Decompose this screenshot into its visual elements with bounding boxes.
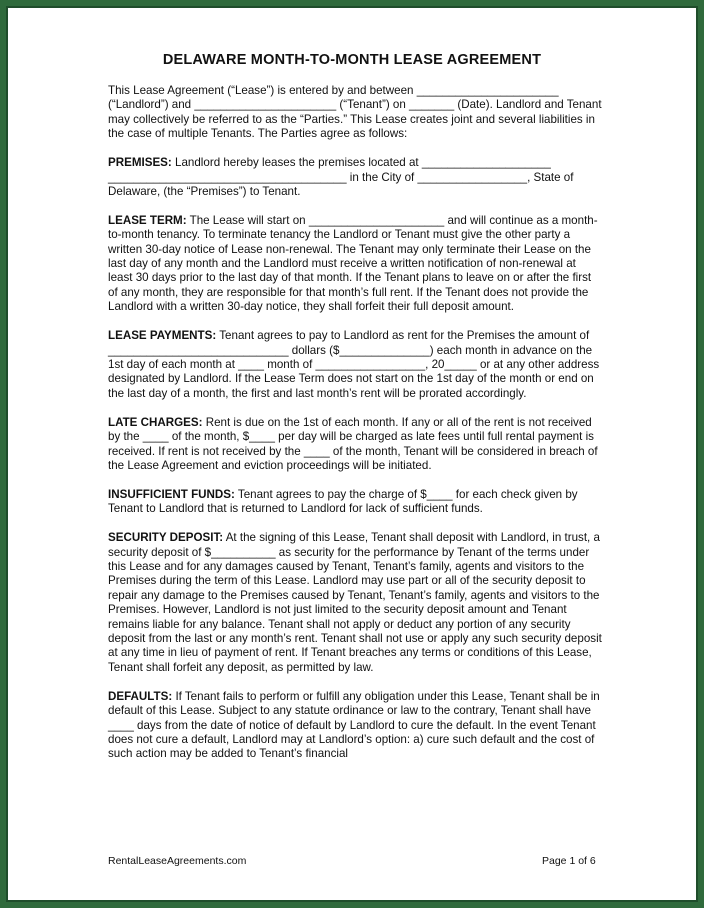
paragraph-lease-term — [108, 214, 603, 315]
paragraph-text: If Tenant fails to perform or fulfill any obligation under this Lease, Tenant shall be in default of this Lease. Subject to any statute ordinance or law to the contrary, Tenant shall have ____ days from the date of notice of default by Landlord to cure the default. In the event Tenant does not cure a default, Landlord may at Landlord’s option: a) cure such default and the cost of such action may be added to Tenant’s financial — [108, 689, 600, 761]
paragraph-text: Tenant agrees to pay to Landlord as rent for the Premises the amount of ____________________________ dollars ($______________) each month in advance on the 1st day of each month at ____ month of _________________, 20_____ or at any other address designated by Landlord. If the Lease Term does not start on the 1st day of the month or end on the last day of a month, the first and last month’s rent will be prorated accordingly. — [108, 329, 600, 400]
paragraph-text: Tenant agrees to pay the charge of $____ for each check given by Tenant to Landlord that is returned to Landlord for lack of sufficient funds. — [108, 487, 578, 516]
paragraph-heading: PREMISES: — [108, 156, 172, 170]
paragraph-heading: LEASE PAYMENTS: — [108, 329, 217, 343]
paragraph-defaults — [108, 690, 603, 762]
document-body — [108, 84, 603, 776]
footer-source: RentalLeaseAgreements.com — [108, 855, 247, 867]
paragraph-heading: INSUFFICIENT FUNDS: — [108, 487, 235, 501]
paragraph-text: Landlord hereby leases the premises located at ____________________ _____________________________________ in the City of _________________, State of Delaware, (the “Premises”) to Tenant. — [108, 156, 574, 198]
paragraph-text: This Lease Agreement (“Lease”) is entered by and between ______________________ (“Landlord”) and ______________________ (“Tenant”) on _______ (Date). Landlord and Tenant may collectively be referred to as the “Parties.” This Lease creates joint and several liabilities in the case of multiple Tenants. The Parties agree as follows: — [108, 84, 602, 141]
paragraph-intro — [108, 84, 603, 142]
document-title: DELAWARE MONTH-TO-MONTH LEASE AGREEMENT — [162, 52, 542, 68]
paragraph-insufficient-funds — [108, 488, 603, 517]
footer-page-number: Page 1 of 6 — [542, 855, 596, 867]
paragraph-text: The Lease will start on _____________________ and will continue as a month-to-month tenancy. To terminate tenancy the Landlord or Tenant must give the other party a written 30-day notice of Lease non-renewal. The Tenant may only terminate their Lease on the last day of any month and the Landlord must receive a written notification of non-renewal at least 30 days prior to the last day of that month. If the Tenant plans to leave on or after the first of any month, they are responsible for that month’s full rent. If the Tenant does not provide the Landlord with a written 30-day notice, they shall forfeit their full deposit amount. — [108, 213, 598, 314]
paragraph-heading: LATE CHARGES: — [108, 415, 203, 429]
paragraph-late-charges — [108, 416, 603, 474]
paragraph-heading: DEFAULTS: — [108, 689, 173, 703]
paragraph-security-deposit — [108, 531, 603, 675]
paragraph-text: At the signing of this Lease, Tenant shall deposit with Landlord, in trust, a security deposit of $__________ as security for the performance by Tenant of the terms under this Lease and for any damages caused by Tenant, Tenant’s family, agents and visitors to the Premises during the term of this Lease. Landlord may use part or all of the security deposit to repair any damage to the Premises caused by Tenant, Tenant’s family, agents and visitors to the Premises. However, Landlord is not just limited to the security deposit amount and Tenant remains liable for any balance. Tenant shall not apply or deduct any portion of any security deposit from the last or any month’s rent. Tenant shall not use or apply any such security deposit at any time in lieu of payment of rent. If Tenant breaches any terms or conditions of this Lease, Tenant shall forfeit any deposit, as permitted by law. — [108, 531, 602, 674]
paragraph-premises — [108, 156, 603, 199]
paragraph-heading: SECURITY DEPOSIT: — [108, 531, 224, 545]
document-page — [8, 8, 696, 900]
paragraph-heading: LEASE TERM: — [108, 213, 187, 227]
paragraph-lease-payments — [108, 329, 603, 401]
paragraph-text: Rent is due on the 1st of each month. If any or all of the rent is not received by the ____ of the month, $____ per day will be charged as late fees until full rental payment is received. If rent is not received by the ____ of the month, Tenant will be considered in breach of the Lease Agreement and eviction proceedings will be initiated. — [108, 415, 598, 472]
